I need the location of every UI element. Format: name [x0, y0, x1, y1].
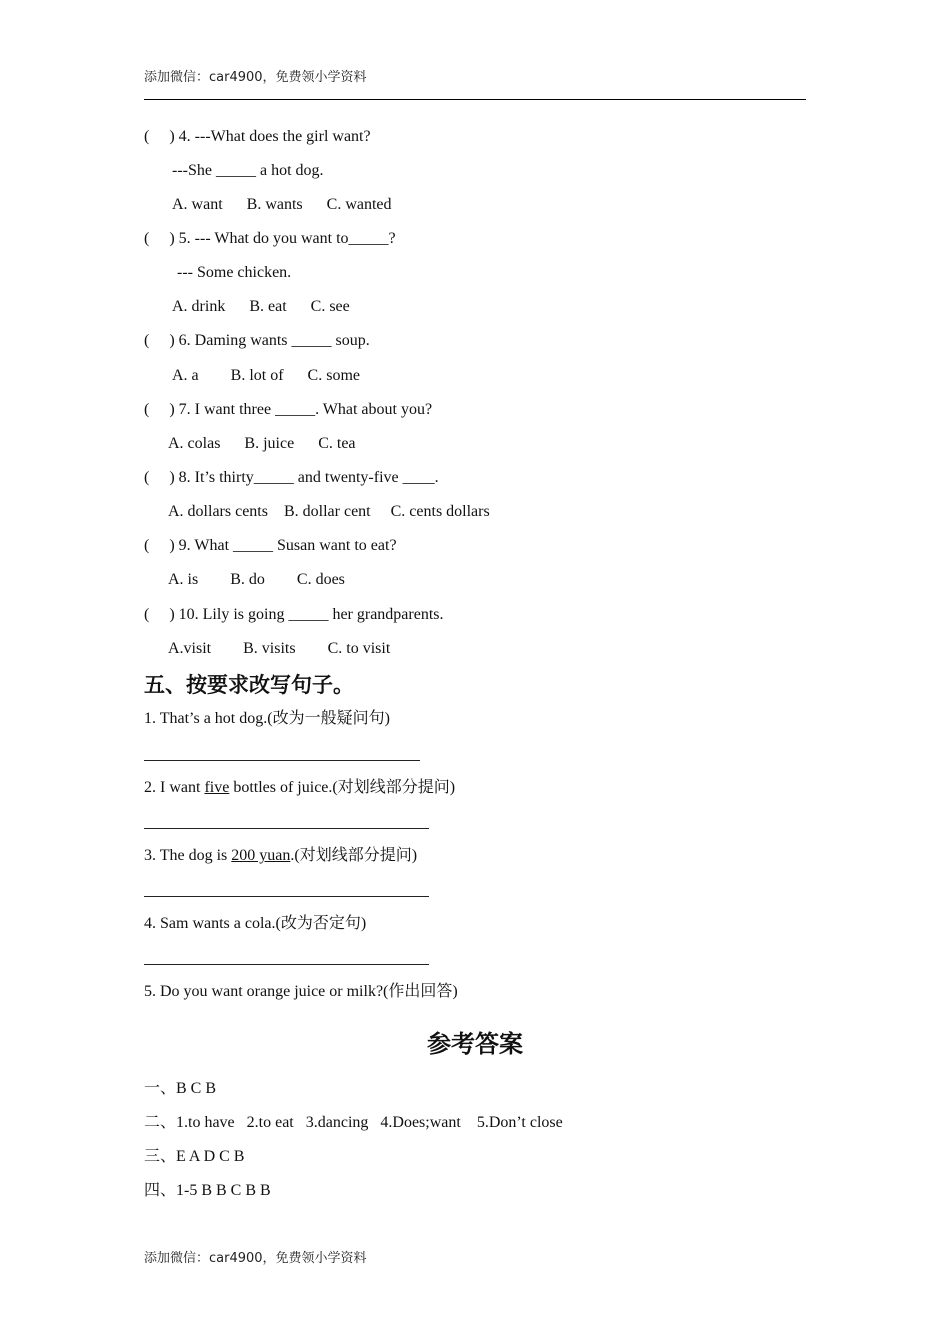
q10-options: A.visit B. visits C. to visit	[168, 640, 391, 657]
answers-title: 参考答案	[427, 1030, 523, 1058]
q5-options: A. drink B. eat C. see	[172, 298, 350, 315]
q6-options: A. a B. lot of C. some	[172, 367, 360, 384]
q8-options: A. dollars cents B. dollar cent C. cents dollars	[168, 503, 490, 520]
answer-line-2	[144, 828, 429, 829]
rewrite-5: 5. Do you want orange juice or milk?(作出回答)	[144, 983, 458, 1000]
page-footer: 添加微信：car4900，免费领小学资料	[144, 1251, 367, 1266]
q9-options: A. is B. do C. does	[168, 571, 345, 588]
answer-part-3: 三、E A D C B	[144, 1148, 245, 1165]
q6-stem: ( ) 6. Daming wants _____ soup.	[144, 332, 370, 349]
q5-line2: --- Some chicken.	[177, 264, 292, 281]
answer-line-1	[144, 760, 420, 761]
header-rule	[144, 99, 806, 100]
q4-options: A. want B. wants C. wanted	[172, 196, 392, 213]
rewrite-2: 2. I want five bottles of juice.(对划线部分提问)	[144, 779, 456, 796]
rewrite-3: 3. The dog is 200 yuan.(对划线部分提问)	[144, 847, 418, 864]
answer-part-4: 四、1-5 B B C B B	[144, 1182, 271, 1199]
rewrite-1: 1. That’s a hot dog.(改为一般疑问句)	[144, 710, 390, 727]
section5-title: 五、按要求改写句子。	[144, 673, 354, 697]
page-header: 添加微信：car4900，免费领小学资料	[144, 70, 367, 85]
q10-stem: ( ) 10. Lily is going _____ her grandparents.	[144, 606, 444, 623]
q7-options: A. colas B. juice C. tea	[168, 435, 356, 452]
answer-part-2: 二、1.to have 2.to eat 3.dancing 4.Does;want 5.Don’t close	[144, 1114, 563, 1131]
underlined-word: five	[204, 779, 230, 796]
q4-stem: ( ) 4. ---What does the girl want?	[144, 128, 371, 145]
q5-stem: ( ) 5. --- What do you want to_____?	[144, 230, 396, 247]
underlined-phrase: 200 yuan	[231, 847, 291, 864]
q7-stem: ( ) 7. I want three _____. What about you?	[144, 401, 433, 418]
q4-line2: ---She _____ a hot dog.	[172, 162, 324, 179]
rewrite-4: 4. Sam wants a cola.(改为否定句)	[144, 915, 367, 932]
answer-part-1: 一、B C B	[144, 1080, 217, 1097]
q8-stem: ( ) 8. It’s thirty_____ and twenty-five ____.	[144, 469, 439, 486]
answer-line-4	[144, 964, 429, 965]
answer-line-3	[144, 896, 429, 897]
q9-stem: ( ) 9. What _____ Susan want to eat?	[144, 537, 397, 554]
